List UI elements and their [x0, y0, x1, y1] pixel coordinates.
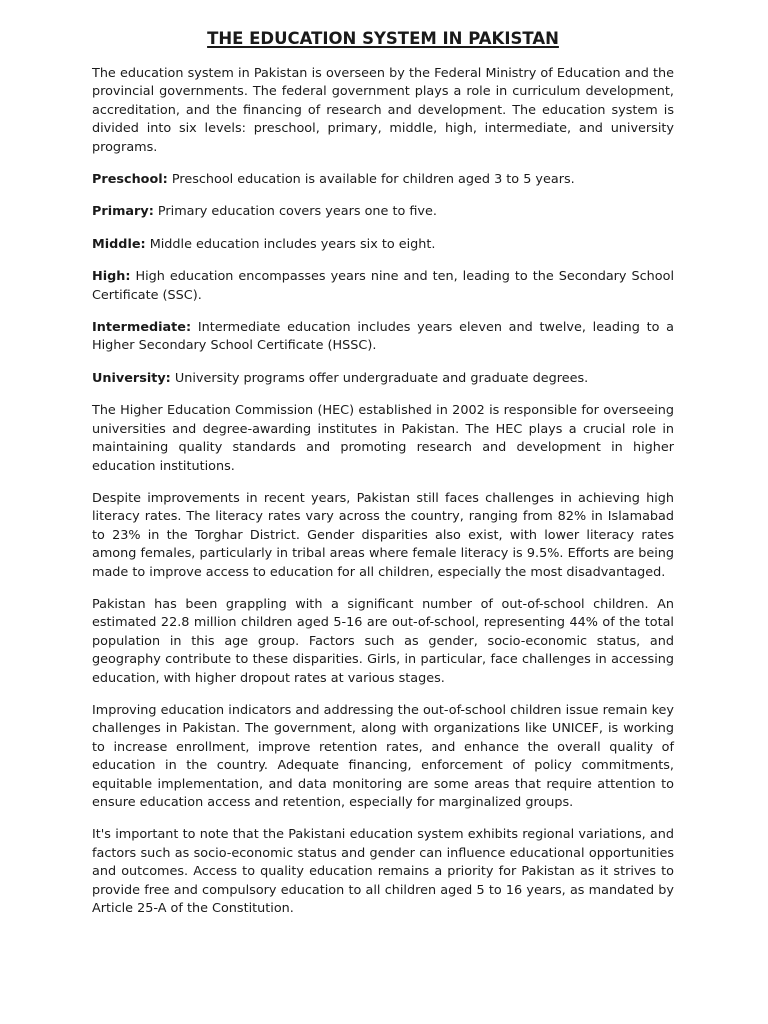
- level-intermediate: [92, 319, 674, 356]
- level-name: High:: [92, 269, 131, 285]
- intro-paragraph: The education system in Pakistan is overseen by the Federal Ministry of Education and the provincial governments. The federal government plays a role in curriculum development, accreditation, and the financing of research and development. The education system is divided into six levels: preschool, primary, middle, high, intermediate, and university programs.: [92, 66, 674, 155]
- regional-variations-paragraph: It's important to note that the Pakistani education system exhibits regional variations, and factors such as socio-economic status and gender can influence educational opportunities and outcomes. Access to quality education remains a priority for Pakistan as it strives to provide free and compulsory education to all children aged 5 to 16 years, as mandated by Article 25-A of the Constitution.: [92, 827, 674, 917]
- challenges-paragraph: Improving education indicators and addressing the out-of-school children issue remain key challenges in Pakistan. The government, along with organizations like UNICEF, is working to increase enrollment, improve retention rates, and enhance the overall quality of education in the country. Adequate financing, enforcement of policy commitments, equitable implementation, and data monitoring are some areas that require attention to ensure education access and retention, especially for marginalized groups.: [92, 702, 674, 810]
- level-description: High education encompasses years nine and ten, leading to the Secondary School Certificate (SSC).: [92, 269, 674, 303]
- level-university: [92, 370, 674, 388]
- literacy-paragraph: Despite improvements in recent years, Pakistan still faces challenges in achieving high literacy rates. The literacy rates vary across the country, ranging from 82% in Islamabad to 23% in the Torghar District. Gender disparities also exist, with lower literacy rates among females, particularly in tribal areas where female literacy is 9.5%. Efforts are being made to improve access to education for all children, especially the most disadvantaged.: [92, 490, 674, 580]
- hec-paragraph: The Higher Education Commission (HEC) established in 2002 is responsible for overseeing universities and degree-awarding institutes in Pakistan. The HEC plays a crucial role in maintaining quality standards and promoting research and development in higher education institutions.: [92, 403, 674, 474]
- level-description: Preschool education is available for children aged 3 to 5 years.: [167, 172, 575, 188]
- out-of-school-paragraph: Pakistan has been grappling with a significant number of out-of-school children. An estimated 22.8 million children aged 5-16 are out-of-school, representing 44% of the total population in this age group. Factors such as gender, socio-economic status, and geography contribute to these disparities. Girls, in particular, face challenges in accessing education, with higher dropout rates at various stages.: [92, 596, 674, 686]
- level-preschool: [92, 171, 674, 189]
- level-description: University programs offer undergraduate and graduate degrees.: [170, 370, 589, 386]
- level-primary: [92, 203, 674, 221]
- level-name: Intermediate:: [92, 320, 192, 336]
- level-description: Intermediate education includes years eleven and twelve, leading to a Higher Secondary School Certificate (HSSC).: [92, 320, 674, 354]
- level-name: University:: [92, 370, 171, 386]
- level-name: Middle:: [92, 236, 146, 252]
- level-name: Primary:: [92, 204, 154, 220]
- level-description: Primary education covers years one to five.: [153, 204, 437, 220]
- level-description: Middle education includes years six to eight.: [145, 236, 436, 252]
- document-title: THE EDUCATION SYSTEM IN PAKISTAN: [207, 29, 559, 48]
- level-name: Preschool:: [92, 172, 168, 188]
- level-high: [92, 268, 674, 305]
- document-page: [92, 28, 674, 932]
- level-middle: [92, 236, 674, 254]
